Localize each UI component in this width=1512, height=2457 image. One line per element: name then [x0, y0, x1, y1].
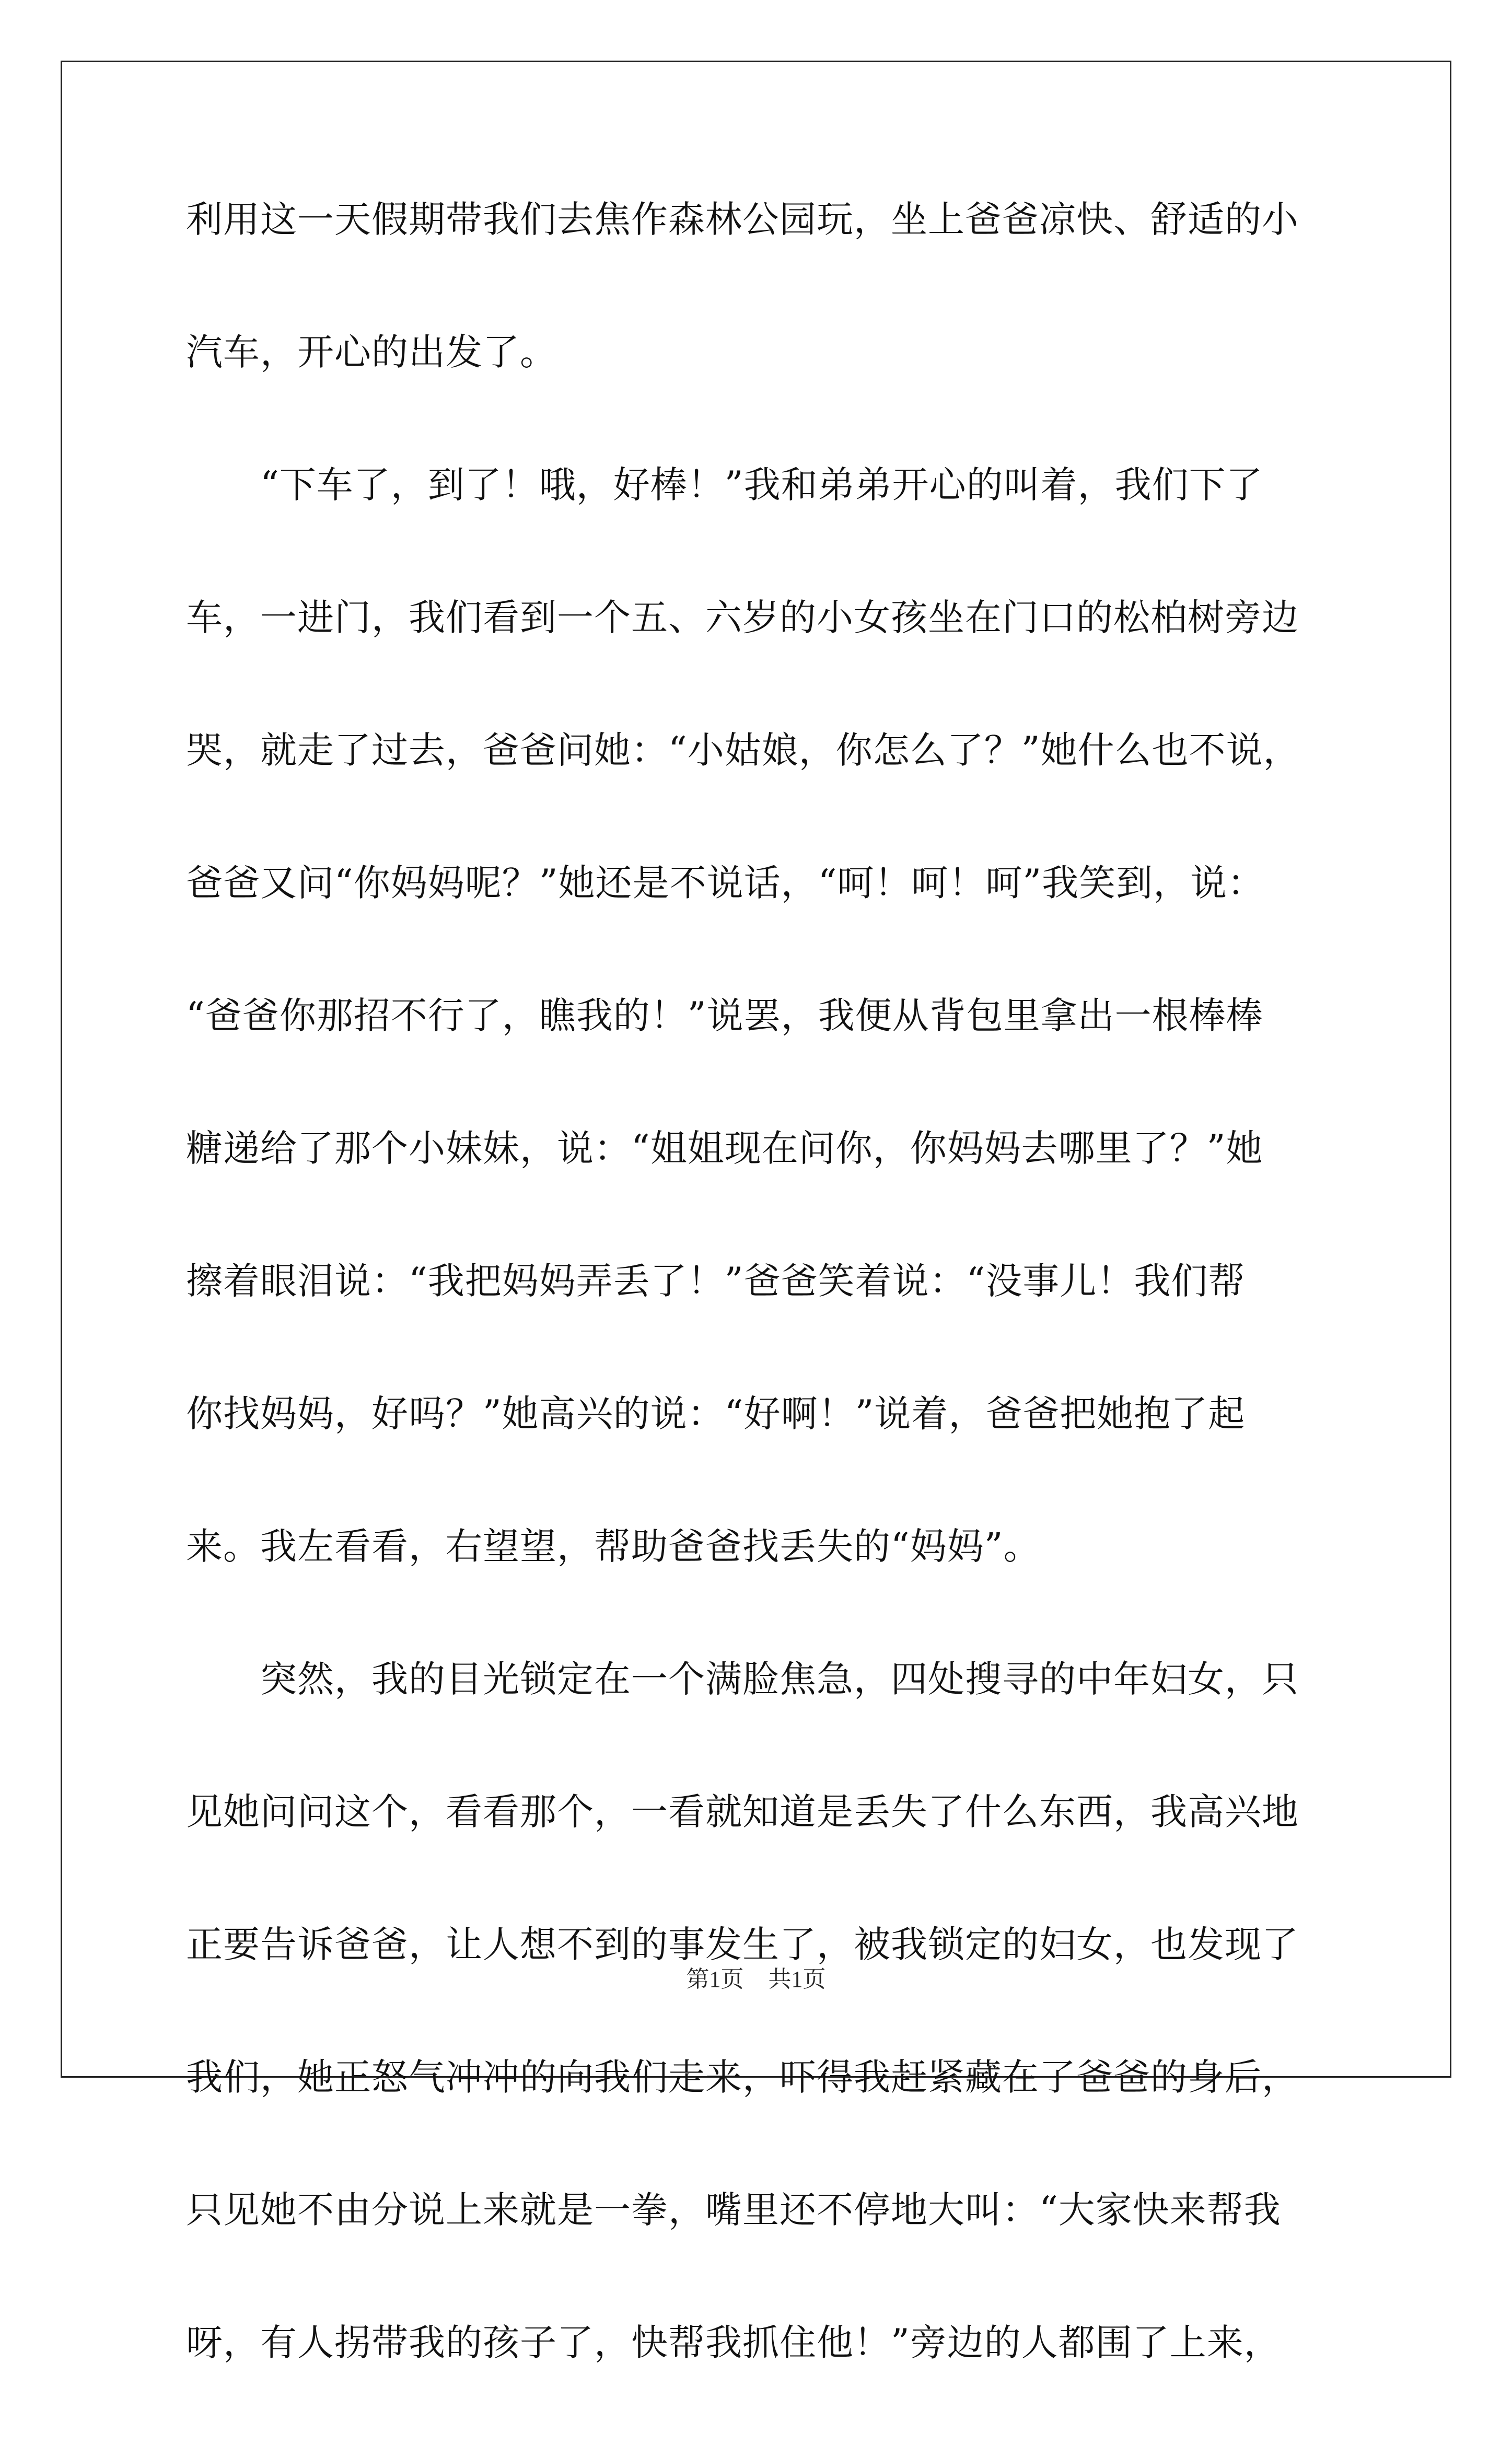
text-line: 哭，就走了过去，爸爸问她：“小姑娘，你怎么了？”她什么也不说，	[186, 729, 1300, 772]
page-total: 共1页	[768, 1966, 826, 1992]
text-line: 我们，她正怒气冲冲的向我们走来，吓得我赶紧藏在了爸爸的身后，	[186, 2056, 1299, 2099]
text-line: 擦着眼泪说：“我把妈妈弄丢了！”爸爸笑着说：“没事儿！我们帮	[186, 1260, 1246, 1302]
page-number: 第1页	[686, 1966, 744, 1992]
page-footer	[0, 1968, 1512, 1991]
text-line: “下车了，到了！哦，好棒！”我和弟弟开心的叫着，我们下了	[186, 463, 1263, 506]
text-line: 呀，有人拐带我的孩子了，快帮我抓住他！”旁边的人都围了上来，	[186, 2321, 1281, 2364]
text-line: 汽车，开心的出发了。	[186, 331, 557, 374]
text-line: 正要告诉爸爸，让人想不到的事发生了，被我锁定的妇女，也发现了	[186, 1923, 1299, 1966]
text-line: 只见她不由分说上来就是一拳，嘴里还不停地大叫：“大家快来帮我	[186, 2188, 1281, 2231]
text-line: 突然，我的目光锁定在一个满脸焦急，四处搜寻的中年妇女，只	[186, 1658, 1299, 1701]
text-line: 利用这一天假期带我们去焦作森林公园玩，坐上爸爸凉快、舒适的小	[186, 198, 1299, 241]
text-line: 爸爸又问“你妈妈呢？”她还是不说话，“呵！呵！呵”我笑到，说：	[186, 861, 1265, 904]
text-line: 车，一进门，我们看到一个五、六岁的小女孩坐在门口的松柏树旁边	[186, 596, 1299, 639]
text-line: 见她问问这个，看看那个，一看就知道是丢失了什么东西，我高兴地	[186, 1790, 1299, 1833]
text-line: 你找妈妈，好吗？”她高兴的说：“好啊！”说着，爸爸把她抱了起	[186, 1392, 1246, 1435]
text-line: “爸爸你那招不行了，瞧我的！”说罢，我便从背包里拿出一根棒棒	[186, 994, 1263, 1037]
document-body	[186, 198, 1330, 2457]
text-line: 糖递给了那个小妹妹，说：“姐姐现在问你，你妈妈去哪里了？”她	[186, 1127, 1263, 1170]
text-line: 来。我左看看，右望望，帮助爸爸找丢失的“妈妈”。	[186, 1525, 1041, 1568]
